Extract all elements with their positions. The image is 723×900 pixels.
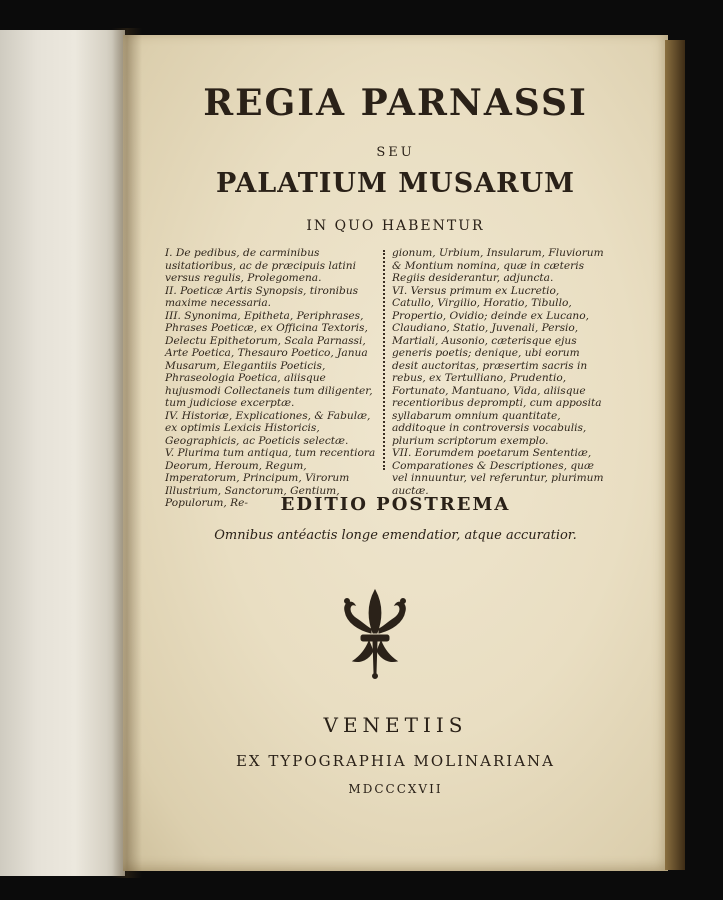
imprint-year: MDCCCXVII [348,782,443,796]
contents-entry: VII. Eorumdem poetarum Sententiæ, Comparationes & Descriptiones, quæ vel innuuntur, vel referuntur, plurimum auctæ. [392,447,604,497]
imprint-printer: EX TYPOGRAPHIA MOLINARIANA [235,752,555,770]
contents-entry: V. Plurima tum antiqua, tum recentiora Deorum, Heroum, Regum, Imperatorum, Principum, Virorum Illustrium, Sanctorum, Gentium, Populorum, Re- [165,447,376,509]
in-quo-habentur: IN QUO HABENTUR [306,218,485,234]
contents-right-column [392,247,604,497]
edition-note: Omnibus antéactis longe emendatior, atque accuratior. [214,528,577,543]
column-divider [383,250,385,470]
imprint-place: VENETIIS [323,713,468,737]
fleur-de-lis-icon [335,585,415,680]
book-edge [665,40,685,870]
contents-entry: II. Poeticæ Artis Synopsis, tironibus maxime necessaria. [165,284,359,309]
contents-entry: VI. Versus primum ex Lucretio, Catullo, Virgilio, Horatio, Tibullo, Propertio, Ovidio; deinde ex Lucano, Claudiano, Statio, Juvenali, Persio, Martiali, Ausonio, cæterisque ejus generis poetis; denique, ubi eorum desit auctoritas, præsertim sacris in rebus, ex Tertulliano, Prudentio, Fortunato, Mantuano, Vida, aliisque recentioribus deprompti, cum apposita syllabarum omnium quantitate, additoque in controversis vocabulis, plurium scriptorum exemplo. [392,284,602,447]
contents-left-column [165,247,377,510]
seu-label: SEU [376,145,415,160]
contents-entry: III. Synonima, Epitheta, Periphrases, Phrases Poeticæ, ex Officina Textoris, Delectu Epithetorum, Scala Parnassi, Arte Poetica, Thesauro Poetico, Janua Musarum, Elegantiis Poeticis, Phraseologia Poetica, aliisque hujusmodi Collectaneis tum diligenter, tum judiciose excerptæ. [165,309,373,409]
contents-entry: gionum, Urbium, Insularum, Fluviorum & Montium nomina, quæ in cæteris Regiis desiderantur, adjuncta. [392,247,604,284]
edition-heading: EDITIO POSTREMA [280,494,511,515]
book-spine-page [0,30,125,876]
book-subtitle: PALATIUM MUSARUM [215,168,576,199]
contents-entry: I. De pedibus, de carminibus usitatioribus, ac de præcipuis latini versus regulis, Prolegomena. [165,247,356,284]
book-title: REGIA PARNASSI [203,82,588,124]
contents-entry: IV. Historiæ, Explicationes, & Fabulæ, ex optimis Lexicis Historicis, Geographicis, ac Poeticis selectæ. [165,409,371,447]
